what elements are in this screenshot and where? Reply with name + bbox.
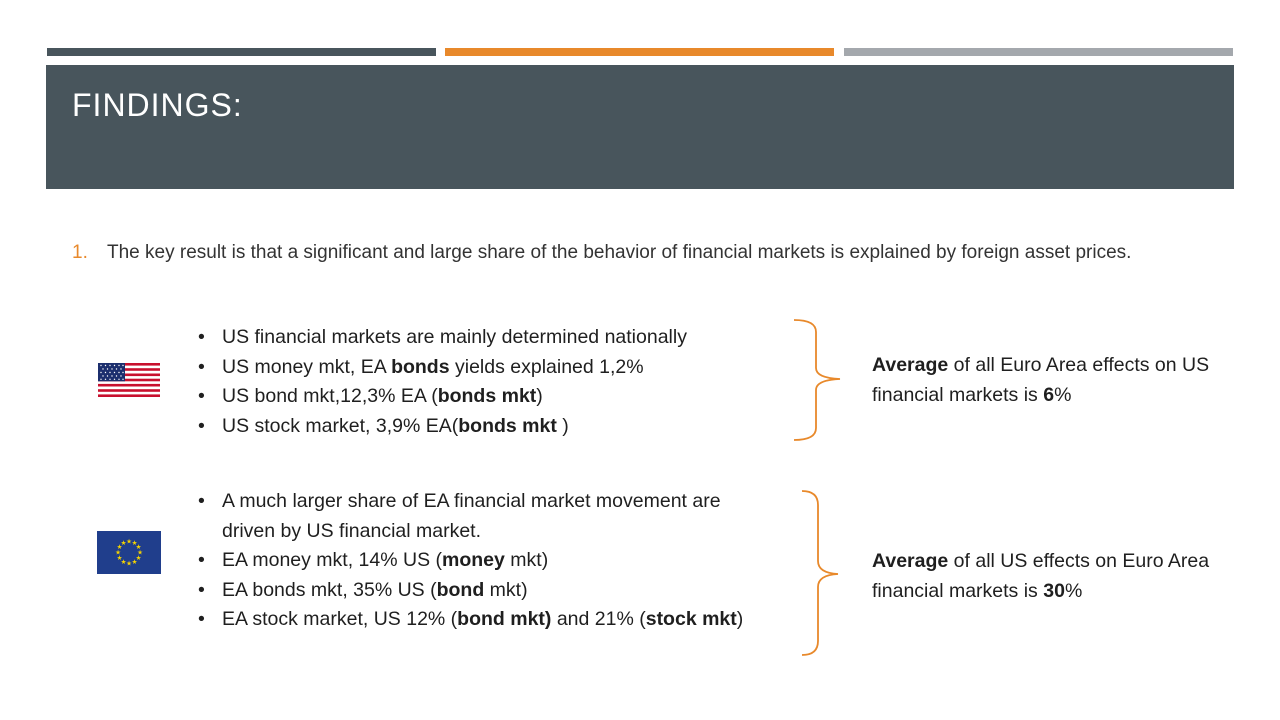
list-item: • A much larger share of EA financial market movement are driven by US financial market. xyxy=(194,487,779,546)
svg-text:★: ★ xyxy=(115,548,121,557)
svg-text:★: ★ xyxy=(116,554,123,562)
svg-text:★: ★ xyxy=(135,554,142,562)
list-item: • EA money mkt, 14% US (money mkt) xyxy=(194,546,779,576)
slide-title: FINDINGS: xyxy=(72,87,243,123)
list-item: • EA bonds mkt, 35% US (bond mkt) xyxy=(194,576,779,606)
list-item: • US stock market, 3,9% EA(bonds mkt ) xyxy=(194,412,774,442)
eu-flag-icon xyxy=(97,531,161,574)
title-band xyxy=(46,65,1234,189)
svg-text:★: ★ xyxy=(126,559,132,568)
svg-text:★: ★ xyxy=(116,543,123,551)
right-brace-icon xyxy=(798,489,858,662)
svg-text:★: ★ xyxy=(120,539,127,547)
list-item: • EA stock market, US 12% (bond mkt) and 21% (stock mkt) xyxy=(194,605,779,635)
svg-text:★: ★ xyxy=(137,548,143,557)
svg-text:★: ★ xyxy=(131,539,138,547)
svg-text:★: ★ xyxy=(126,537,132,546)
accent-bar-dark xyxy=(47,48,436,56)
list-item: • US bond mkt,12,3% EA (bonds mkt) xyxy=(194,382,774,412)
us-bullet-list xyxy=(194,323,774,441)
us-summary: Average of all Euro Area effects on US financial markets is 6% xyxy=(872,354,1210,406)
list-item: • US financial markets are mainly determined nationally xyxy=(194,323,774,353)
us-flag-icon xyxy=(98,363,160,397)
svg-text:★: ★ xyxy=(135,543,142,551)
ea-summary: Average of all US effects on Euro Area financial markets is 30% xyxy=(872,550,1210,602)
ea-bullet-list xyxy=(194,487,779,635)
point-text: The key result is that a significant and large share of the behavior of financial markets is explained by foreign asset prices. xyxy=(107,242,1132,263)
list-item: • US money mkt, EA bonds yields explained 1,2% xyxy=(194,353,774,383)
point-number: 1. xyxy=(72,242,88,263)
accent-bar-gray xyxy=(844,48,1233,56)
accent-bar-orange xyxy=(445,48,834,56)
svg-text:★: ★ xyxy=(131,558,138,566)
svg-text:★: ★ xyxy=(120,558,127,566)
right-brace-icon xyxy=(790,318,850,447)
